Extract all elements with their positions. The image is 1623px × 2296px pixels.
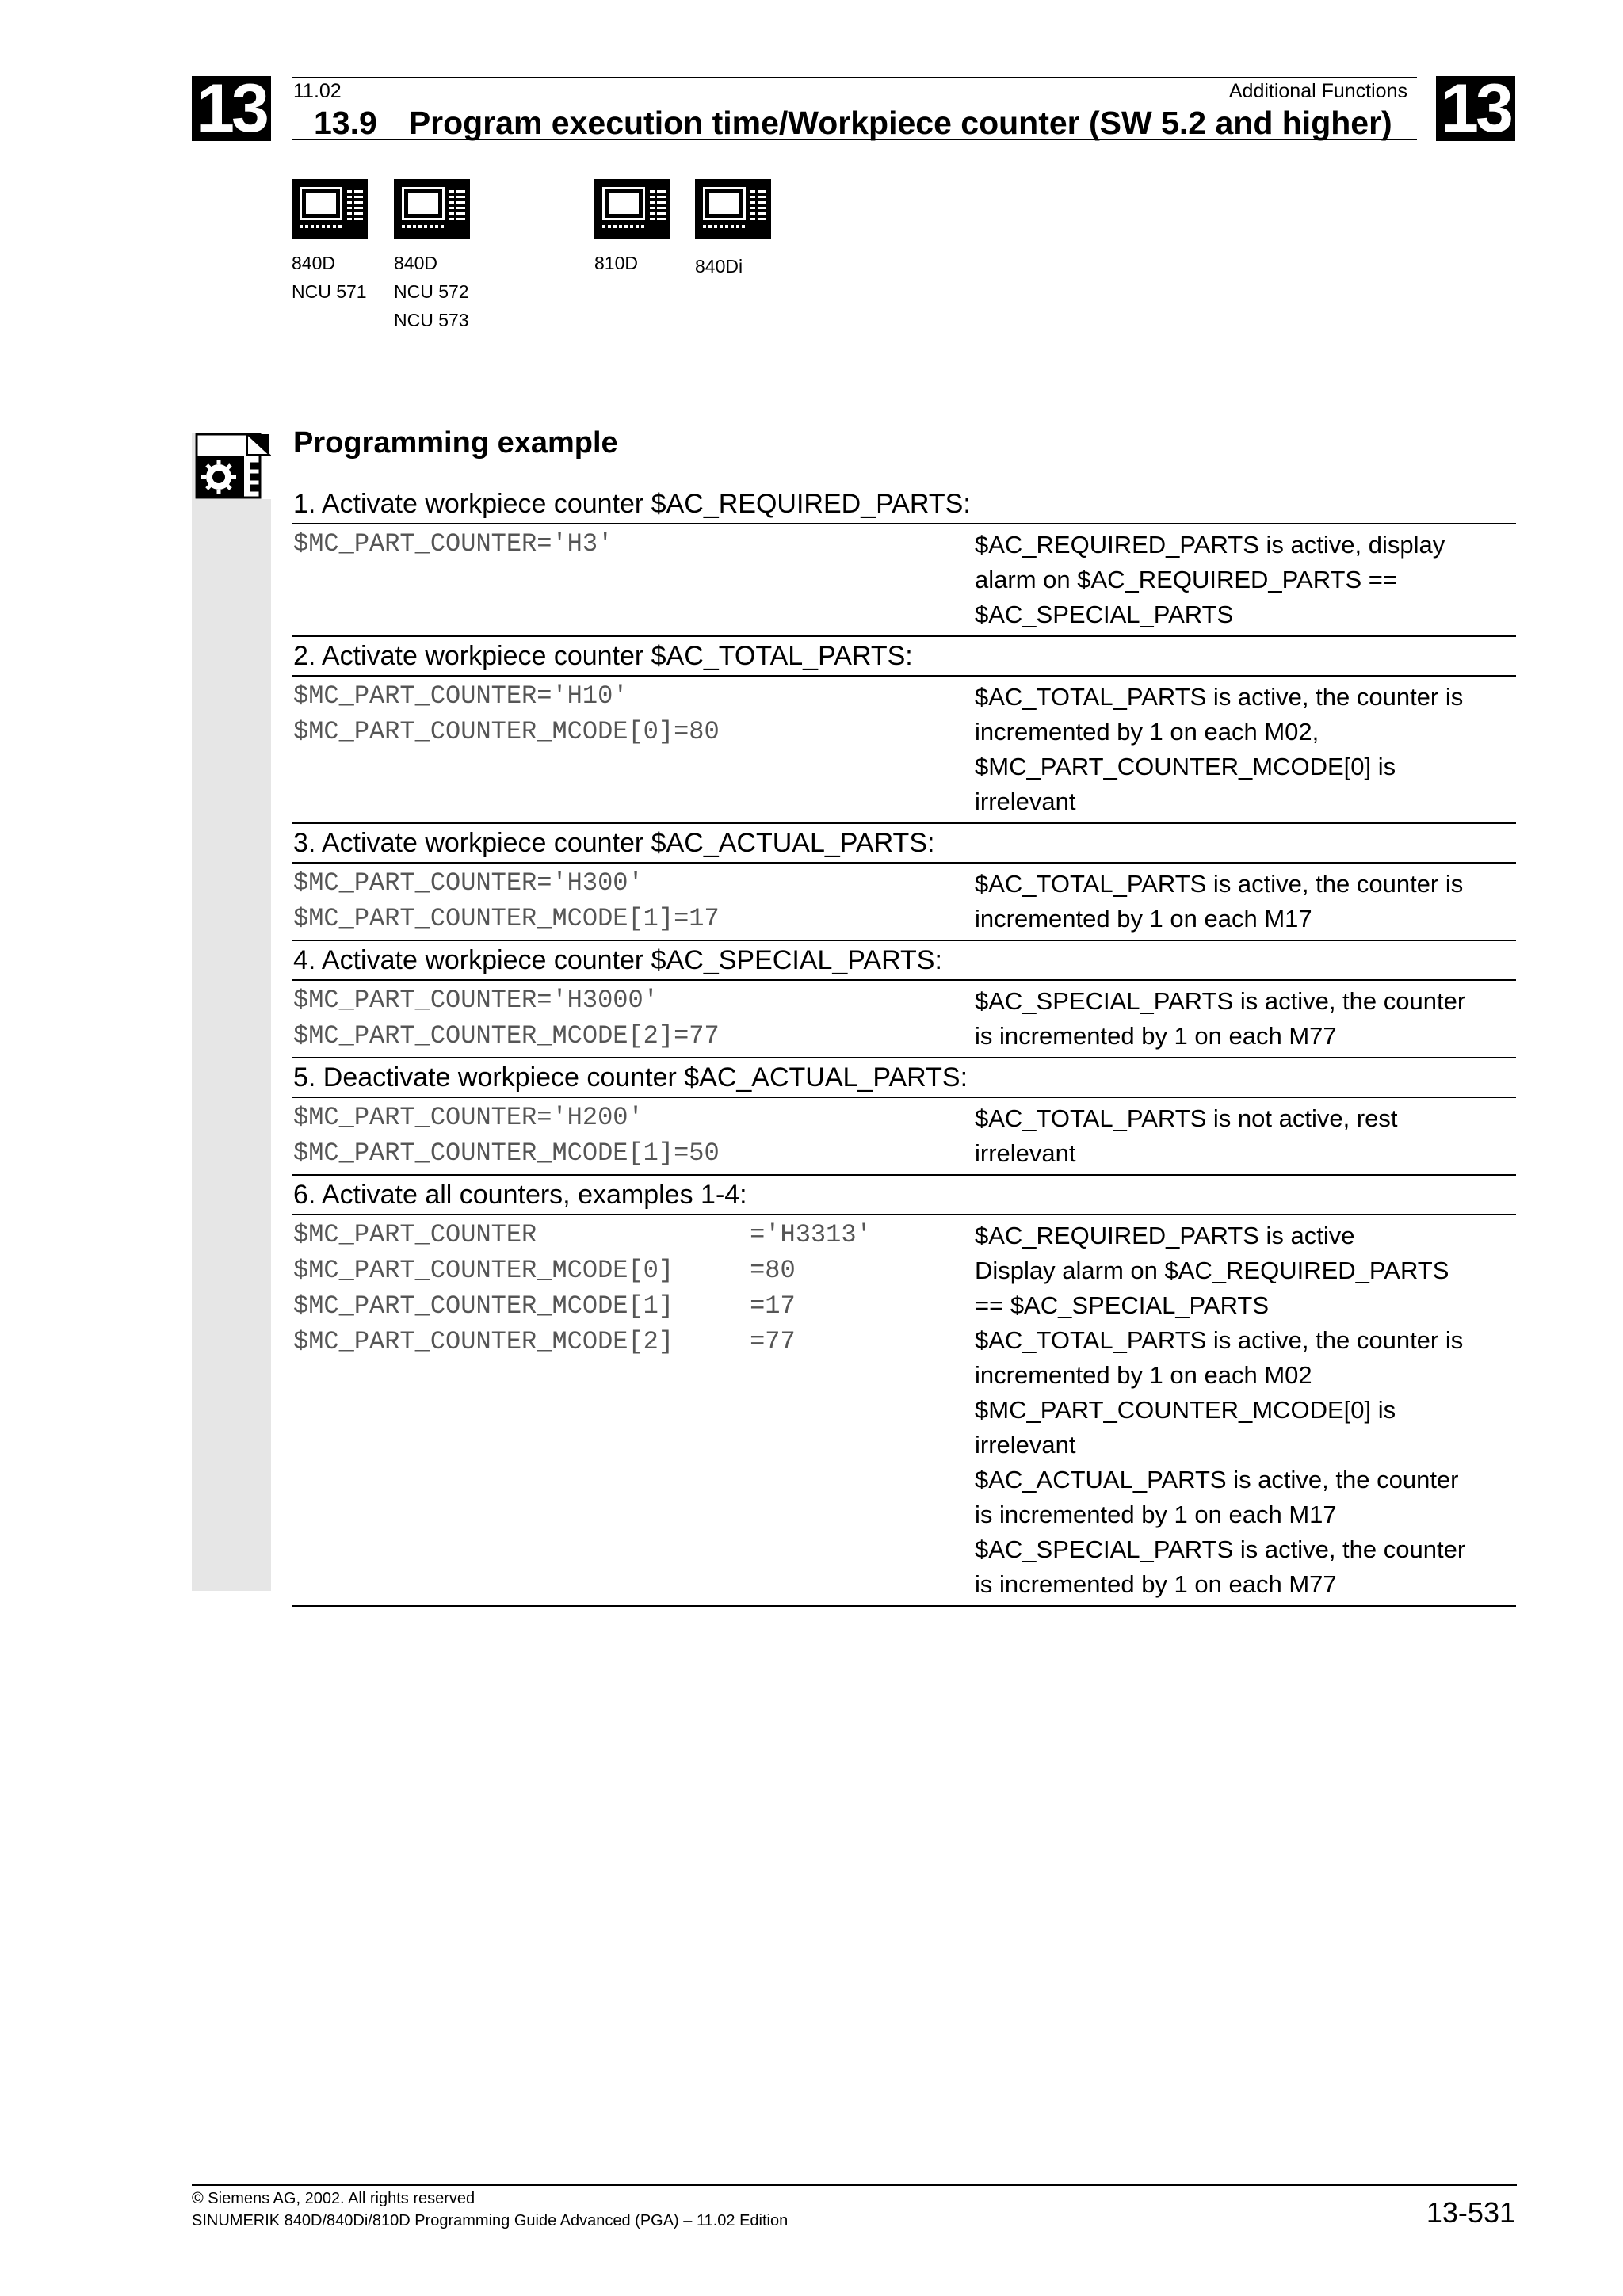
step-code bbox=[292, 1100, 975, 1171]
footer-rule bbox=[192, 2184, 1517, 2186]
code-line: $MC_PART_COUNTER='H10' bbox=[293, 681, 628, 711]
footer-guide-title: SINUMERIK 840D/840Di/810D Programming Guide Advanced (PGA) – 11.02 Edition bbox=[192, 2212, 789, 2229]
step-description bbox=[975, 982, 1516, 1054]
footer-copyright: © Siemens AG, 2002. All rights reserved bbox=[192, 2190, 475, 2207]
programming-example-heading: Programming example bbox=[293, 426, 618, 460]
control-label bbox=[594, 249, 670, 277]
description-line: $AC_ACTUAL_PARTS is active, the counter bbox=[975, 1466, 1459, 1493]
step-row bbox=[292, 1098, 1516, 1176]
header-bottom-rule bbox=[292, 139, 1417, 140]
control-label-line: 840Di bbox=[695, 256, 743, 277]
description-line: is incremented by 1 on each M77 bbox=[975, 1570, 1337, 1598]
description-line: $MC_PART_COUNTER_MCODE[0] is bbox=[975, 753, 1396, 780]
control-label-line: NCU 573 bbox=[394, 310, 469, 330]
control-badge-840d-ncu572-573 bbox=[394, 179, 470, 334]
control-label-line: 840D bbox=[292, 253, 335, 273]
margin-sidebar bbox=[192, 433, 271, 1591]
header-date: 11.02 bbox=[293, 80, 342, 102]
step-row bbox=[292, 1215, 1516, 1607]
code-line: $MC_PART_COUNTER='H3' bbox=[293, 529, 613, 559]
step-row bbox=[292, 524, 1516, 637]
programming-example-icon bbox=[195, 433, 271, 499]
description-line: $AC_SPECIAL_PARTS is active, the counter bbox=[975, 987, 1466, 1015]
description-line: Display alarm on $AC_REQUIRED_PARTS bbox=[975, 1257, 1449, 1284]
control-panel-icon bbox=[695, 179, 771, 239]
step-row bbox=[292, 981, 1516, 1058]
control-label bbox=[394, 249, 470, 334]
control-label-line: NCU 571 bbox=[292, 281, 367, 302]
step-title: 3. Activate workpiece counter $AC_ACTUAL_PARTS: bbox=[292, 824, 1516, 864]
code-line: $MC_PART_COUNTER='H200' bbox=[293, 1103, 643, 1132]
description-line: == $AC_SPECIAL_PARTS bbox=[975, 1291, 1270, 1319]
description-line: alarm on $AC_REQUIRED_PARTS == bbox=[975, 566, 1397, 593]
code-line: $MC_PART_COUNTER_MCODE[1]=17 bbox=[293, 904, 720, 933]
control-label-line: NCU 572 bbox=[394, 281, 469, 302]
control-label bbox=[695, 252, 771, 280]
step-description bbox=[975, 865, 1516, 936]
step-description bbox=[975, 526, 1516, 632]
section-heading bbox=[314, 105, 1392, 142]
section-heading-number: 13.9 bbox=[314, 105, 377, 141]
code-line: $MC_PART_COUNTER='H300' bbox=[293, 868, 643, 898]
step-title: 2. Activate workpiece counter $AC_TOTAL_PARTS: bbox=[292, 637, 1516, 677]
step-code bbox=[292, 865, 975, 936]
step-description bbox=[975, 1217, 1516, 1602]
description-line: $AC_TOTAL_PARTS is active, the counter is bbox=[975, 870, 1464, 898]
description-line: irrelevant bbox=[975, 1431, 1076, 1459]
section-heading-text: Program execution time/Workpiece counter (SW 5.2 and higher) bbox=[408, 105, 1392, 141]
control-panel-icon bbox=[292, 179, 368, 239]
code-line: $MC_PART_COUNTER_MCODE[0] =80 bbox=[293, 1256, 796, 1285]
description-line: $AC_SPECIAL_PARTS is active, the counter bbox=[975, 1535, 1466, 1563]
step-title: 5. Deactivate workpiece counter $AC_ACTUAL_PARTS: bbox=[292, 1058, 1516, 1098]
description-line: $AC_SPECIAL_PARTS bbox=[975, 601, 1234, 628]
description-line: irrelevant bbox=[975, 788, 1076, 815]
description-line: is incremented by 1 on each M77 bbox=[975, 1022, 1337, 1050]
step-row bbox=[292, 677, 1516, 824]
control-badge-810d bbox=[594, 179, 670, 277]
description-line: $MC_PART_COUNTER_MCODE[0] is bbox=[975, 1396, 1396, 1424]
header-section-title: Additional Functions bbox=[1228, 80, 1407, 102]
description-line: incremented by 1 on each M02, bbox=[975, 718, 1319, 746]
description-line: irrelevant bbox=[975, 1139, 1076, 1167]
step-title: 6. Activate all counters, examples 1-4: bbox=[292, 1176, 1516, 1215]
control-badge-840di bbox=[695, 179, 771, 280]
description-line: $AC_REQUIRED_PARTS is active, display bbox=[975, 531, 1445, 559]
control-panel-icon bbox=[594, 179, 670, 239]
step-code bbox=[292, 982, 975, 1054]
step-description bbox=[975, 678, 1516, 819]
code-line: $MC_PART_COUNTER ='H3313' bbox=[293, 1220, 872, 1249]
control-label-line: 840D bbox=[394, 253, 437, 273]
example-table bbox=[292, 485, 1516, 1607]
code-line: $MC_PART_COUNTER='H3000' bbox=[293, 986, 659, 1015]
control-badge-840d-ncu571 bbox=[292, 179, 368, 306]
code-line: $MC_PART_COUNTER_MCODE[1]=50 bbox=[293, 1138, 720, 1168]
description-line: incremented by 1 on each M02 bbox=[975, 1361, 1312, 1389]
control-label-line: 810D bbox=[594, 253, 638, 273]
page-number: 13-531 bbox=[1426, 2196, 1515, 2229]
description-line: is incremented by 1 on each M17 bbox=[975, 1501, 1337, 1528]
step-description bbox=[975, 1100, 1516, 1171]
code-line: $MC_PART_COUNTER_MCODE[0]=80 bbox=[293, 717, 720, 746]
description-line: $AC_TOTAL_PARTS is active, the counter is bbox=[975, 1326, 1464, 1354]
chapter-number-right: 13 bbox=[1436, 76, 1515, 141]
header-top-rule bbox=[292, 77, 1417, 78]
step-code bbox=[292, 678, 975, 819]
step-title: 4. Activate workpiece counter $AC_SPECIAL_PARTS: bbox=[292, 941, 1516, 981]
description-line: incremented by 1 on each M17 bbox=[975, 905, 1312, 933]
control-panel-icon bbox=[394, 179, 470, 239]
code-line: $MC_PART_COUNTER_MCODE[2]=77 bbox=[293, 1021, 720, 1051]
step-title: 1. Activate workpiece counter $AC_REQUIRED_PARTS: bbox=[292, 485, 1516, 524]
step-code bbox=[292, 1217, 975, 1602]
control-label bbox=[292, 249, 368, 306]
description-line: $AC_TOTAL_PARTS is not active, rest bbox=[975, 1104, 1398, 1132]
code-line: $MC_PART_COUNTER_MCODE[2] =77 bbox=[293, 1327, 796, 1356]
description-line: $AC_REQUIRED_PARTS is active bbox=[975, 1222, 1355, 1249]
step-row bbox=[292, 864, 1516, 941]
description-line: $AC_TOTAL_PARTS is active, the counter is bbox=[975, 683, 1464, 711]
step-code bbox=[292, 526, 975, 632]
chapter-number-left: 13 bbox=[192, 76, 271, 141]
code-line: $MC_PART_COUNTER_MCODE[1] =17 bbox=[293, 1291, 796, 1321]
